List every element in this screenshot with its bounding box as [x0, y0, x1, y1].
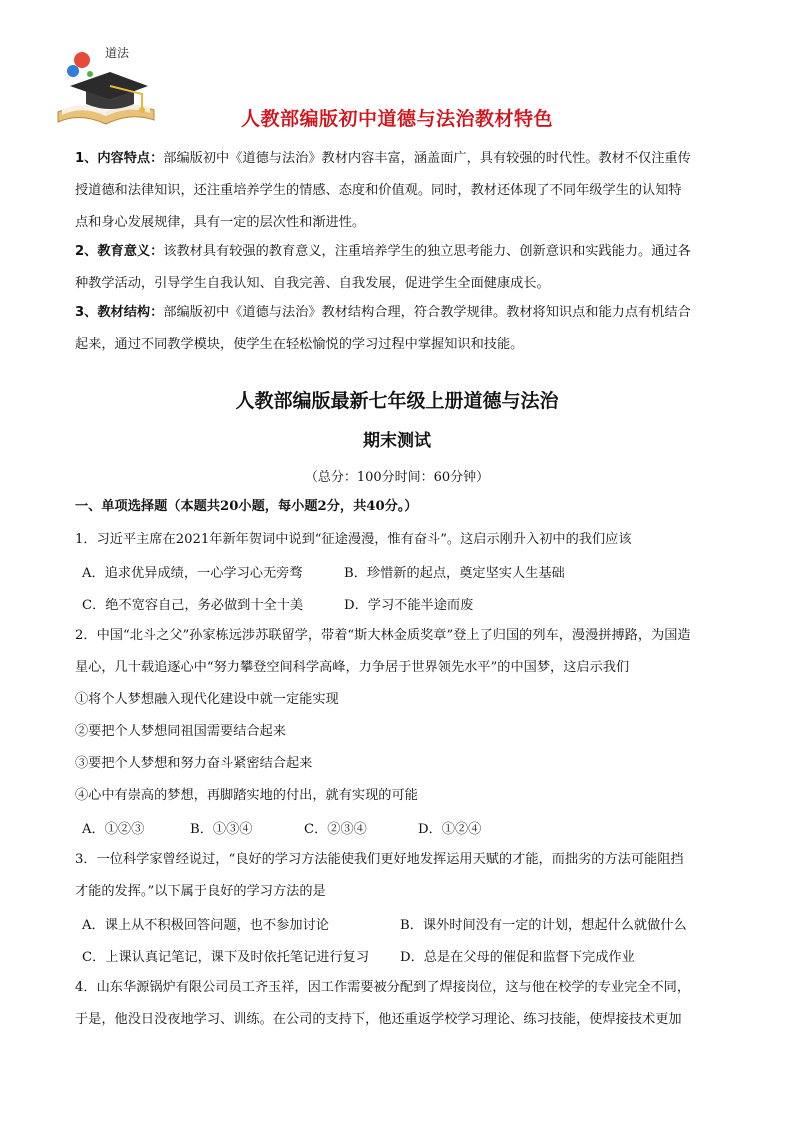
question-2-stem-line-1: 2．中国“北斗之父”孙家栋远涉苏联留学，带着“斯大林金质奖章”登上了归国的列车，漫漫拼搏路，为国造 [75, 628, 691, 643]
section-heading: 一、单项选择题（本题共20小题，每小题2分，共40分。） [75, 499, 418, 514]
question-2-option-a: A．①②③ [82, 822, 145, 837]
feature-text: 部编版初中《道德与法治》教材内容丰富，涵盖面广，具有较强的时代性。教材不仅注重传 [163, 151, 691, 166]
question-2-option-b: B．①③④ [190, 822, 253, 837]
question-1-stem: 1．习近平主席在2021年新年贺词中说到“征途漫漫，惟有奋斗”。这启示刚升入初中的我们应该 [75, 532, 632, 547]
exam-meta: （总分：100分时间：60分钟） [304, 470, 490, 485]
question-3-option-d: D．总是在父母的催促和监督下完成作业 [400, 950, 635, 965]
question-3-option-a: A．课上从不积极回答问题，也不参加讨论 [82, 918, 329, 933]
feature-text: 部编版初中《道德与法治》教材结构合理，符合教学规律。教材将知识点和能力点有机结合 [163, 305, 691, 320]
question-3-stem-line-1: 3．一位科学家曾经说过，“良好的学习方法能使我们更好地发挥运用天赋的才能，而拙劣的方法可能阻挡 [75, 852, 684, 867]
feature-text: 种教学活动，引导学生自我认知、自我完善、自我发展，促进学生全面健康成长。 [75, 276, 550, 291]
question-1-option-b: B．珍惜新的起点，奠定坚实人生基础 [344, 566, 565, 581]
question-1-option-d: D．学习不能半途而废 [344, 598, 474, 613]
feature-text: 该教材具有较强的教育意义，注重培养学生的独立思考能力、创新意识和实践能力。通过各 [163, 244, 691, 259]
question-2-statement-4: ④心中有崇高的梦想，再脚踏实地的付出，就有实现的可能 [75, 788, 418, 803]
feature-paragraph-3 [75, 297, 725, 361]
question-4-stem-line-2: 于是，他没日没夜地学习、训练。在公司的支持下，他还重返学校学习理论、练习技能，使焊接技术更加 [75, 1012, 682, 1027]
question-3-option-b: B．课外时间没有一定的计划，想起什么就做什么 [400, 918, 687, 933]
logo-label: 道法 [105, 46, 130, 60]
feature-paragraph-1 [75, 143, 725, 239]
feature-label: 2、教育意义： [75, 244, 164, 259]
feature-text: 点和身心发展规律，具有一定的层次性和渐进性。 [75, 215, 366, 230]
feature-text: 起来，通过不同教学模块，使学生在轻松愉悦的学习过程中掌握知识和技能。 [75, 337, 524, 352]
question-2-option-c: C．②③④ [304, 822, 367, 837]
question-3-option-c: C．上课认真记笔记，课下及时依托笔记进行复习 [82, 950, 370, 965]
feature-label: 3、教材结构： [75, 305, 164, 320]
question-4-stem-line-1: 4．山东华源锅炉有限公司员工齐玉祥，因工作需要被分配到了焊接岗位，这与他在校学的专业完全不同， [75, 980, 691, 995]
page-title: 人教部编版初中道德与法治教材特色 [240, 108, 553, 130]
question-2-statement-3: ③要把个人梦想和努力奋斗紧密结合起来 [75, 756, 313, 771]
question-2-statement-1: ①将个人梦想融入现代化建设中就一定能实现 [75, 692, 339, 707]
exam-title: 人教部编版最新七年级上册道德与法治 [235, 390, 559, 412]
question-2-stem-line-2: 星心，几十载追逐心中“努力攀登空间科学高峰，力争居于世界领先水平”的中国梦，这启示我们 [75, 660, 630, 675]
question-2-statement-2: ②要把个人梦想同祖国需要结合起来 [75, 724, 286, 739]
question-1-option-a: A．追求优异成绩，一心学习心无旁骛 [82, 566, 303, 581]
feature-paragraph-2 [75, 236, 725, 300]
question-2-option-d: D．①②④ [418, 822, 482, 837]
question-1-option-c: C．绝不宽容自己，务必做到十全十美 [82, 598, 304, 613]
question-3-stem-line-2: 才能的发挥。”以下属于良好的学习方法的是 [75, 884, 326, 899]
exam-subtitle: 期末测试 [363, 431, 431, 451]
feature-text: 授道德和法律知识，还注重培养学生的情感、态度和价值观。同时，教材还体现了不同年级学生的认知特 [75, 183, 682, 198]
feature-label: 1、内容特点： [75, 151, 164, 166]
